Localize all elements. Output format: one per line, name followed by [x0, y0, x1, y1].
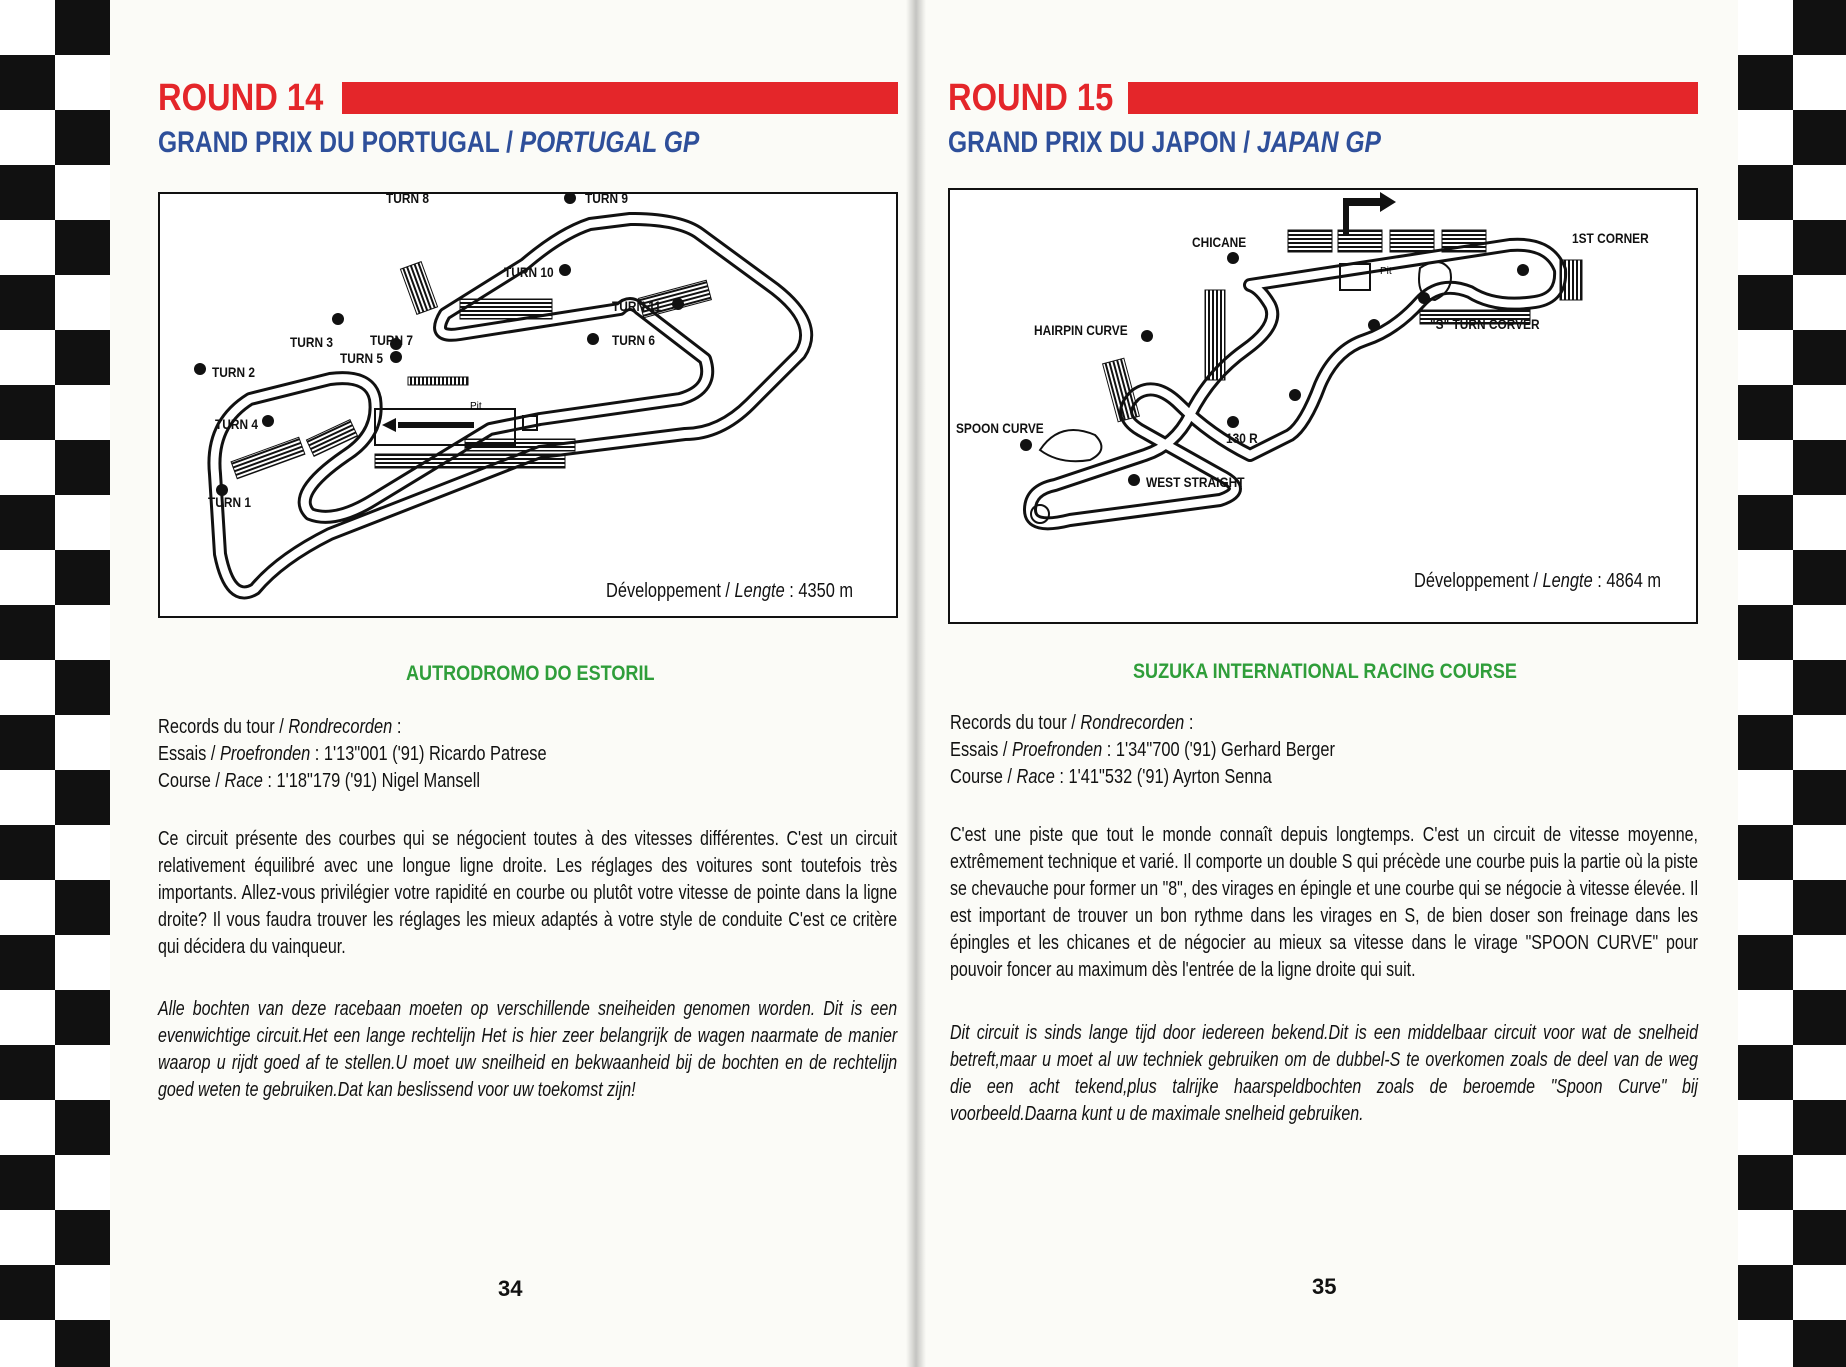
dev-nl: Lengte: [734, 580, 785, 602]
s-turn-label: "S" TURN CORVER: [1430, 316, 1540, 332]
gp-title-fr: GRAND PRIX DU PORTUGAL: [158, 126, 500, 159]
dev-fr: Développement /: [606, 580, 735, 602]
records-title-end: :: [392, 716, 402, 738]
turn-10-label: TURN 10: [504, 264, 554, 280]
essais-value: : 1'13"001 ('91) Ricardo Patrese: [310, 743, 547, 765]
records-title-nl: Rondrecorden: [288, 716, 393, 738]
records-essais: [950, 737, 1335, 764]
circuit-map-japan: [948, 188, 1698, 624]
gp-title-en: PORTUGAL GP: [519, 126, 700, 159]
gp-title-sep: /: [499, 126, 520, 159]
pit-lane-stem: [1343, 198, 1349, 234]
checkered-border-right: [1738, 0, 1846, 1367]
turn-9-label: TURN 9: [585, 192, 628, 206]
round-heading-right: [948, 76, 1140, 120]
main-grandstand: [465, 439, 575, 451]
essais-value: : 1'34"700 ('91) Gerhard Berger: [1102, 739, 1335, 761]
grandstand: [1288, 230, 1332, 252]
track-length-right: [1414, 570, 1661, 593]
pit-roof: [408, 377, 468, 385]
turn-8-label: TURN 8: [386, 192, 429, 206]
essais-fr: Essais /: [950, 739, 1012, 761]
course-fr: Course /: [158, 770, 225, 792]
page-number-right: 35: [1312, 1274, 1337, 1299]
spoon-curve-label: SPOON CURVE: [956, 420, 1044, 436]
course-fr: Course /: [950, 766, 1017, 788]
lap-records-right: [950, 710, 1335, 791]
page-number-left: 34: [498, 1276, 523, 1301]
records-title: [158, 714, 547, 741]
course-value: : 1'41"532 ('91) Ayrton Senna: [1054, 766, 1272, 788]
circuit-name-right: SUZUKA INTERNATIONAL RACING COURSE: [1133, 660, 1517, 683]
grandstand: [1205, 290, 1225, 380]
japan-track-svg: [950, 190, 1698, 624]
pit-label: Pit: [1380, 266, 1392, 277]
grandstand: [400, 262, 437, 315]
grandstand: [1442, 230, 1486, 252]
circuit-name-left: AUTRODROMO DO ESTORIL: [406, 662, 655, 685]
turn-4-label: TURN 4: [215, 416, 258, 432]
course-nl: Race: [1016, 766, 1055, 788]
description-nl-left: Alle bochten van deze racebaan moeten op verschillende sneiheiden genomen worden. Dit is een evenwichtige circuit.Het een lange rechtelijn Het is hier zeer belangrijk de wagen naarmate de manier waarop u rijdt goed af te stellen.U moet uw sneilheid en bekwaanheid bij de bochten en de rechtelijn goed weten te gebruiken.Dat kan beslissend voor uw toekomst zijn!: [158, 998, 898, 1101]
grandstand: [1560, 260, 1582, 300]
grandstand: [460, 299, 552, 319]
turn-2-label: TURN 2: [212, 364, 255, 380]
main-grandstand: [375, 454, 565, 468]
course-value: : 1'18"179 ('91) Nigel Mansell: [262, 770, 481, 792]
hairpin-curve-label: HAIRPIN CURVE: [1034, 322, 1128, 338]
turn-7-label: TURN 7: [370, 332, 413, 348]
first-corner-label: 1ST CORNER: [1572, 230, 1649, 246]
description-fr-right: C'est une piste que tout le monde connaît depuis longtemps. C'est un circuit de vitesse moyenne, extrêmement technique et varié. Il comporte un double S qui précède une courbe puis la partie où la piste se chevauche pour former un "8", des virages en épingle et une courbe qui se négocie à vitesse élevée. Il est important de trouver un bon rythme dans les virages en S, de bien doser son freinage dans les épingles et les chicanes et de négocier au mieux sa vitesse dans le virage "SPOON CURVE" pour pouvoir foncer au maximum dès l'entrée de la ligne droite qui suit.: [950, 824, 1698, 981]
records-title-end: :: [1184, 712, 1194, 734]
red-bar-left: [342, 82, 898, 114]
spoon-pond: [1040, 430, 1101, 461]
dev-nl: Lengte: [1542, 570, 1593, 592]
records-course: [950, 764, 1335, 791]
pit-arrow-head: [1380, 192, 1396, 212]
gp-title-left: [158, 126, 699, 160]
pit-lane-arrow: [1345, 198, 1381, 206]
dev-value: : 4350 m: [784, 580, 854, 602]
turn-1-label: TURN 1: [208, 494, 251, 510]
essais-nl: Proefronden: [219, 743, 311, 765]
grandstand: [231, 437, 305, 479]
turn-5-label: TURN 5: [340, 350, 383, 366]
chicane-label: CHICANE: [1192, 234, 1247, 250]
pit-arrow-head: [382, 418, 396, 432]
gp-title-right: [948, 126, 1381, 160]
round-title: ROUND 14: [158, 76, 324, 119]
turn-11-label: TURN 11: [612, 298, 661, 314]
lap-records-left: [158, 714, 547, 795]
essais-fr: Essais /: [158, 743, 220, 765]
gp-title-fr: GRAND PRIX DU JAPON: [948, 126, 1237, 159]
essais-nl: Proefronden: [1011, 739, 1103, 761]
gp-title-sep: /: [1236, 126, 1257, 159]
description-fr-left: Ce circuit présente des courbes qui se négocient toutes à des vitesses différentes. C'est un circuit relativement équilibré avec une longue ligne droite. Les réglages des voitures sont toutefois très importants. Allez-vous privilégier votre rapidité en courbe ou plutôt votre vitesse de pointe dans la ligne droite? Il vous faudra trouver les réglages les mieux adaptés à votre style de conduite C'est ce critère qui décidera du vainqueur.: [158, 828, 898, 958]
dev-value: : 4864 m: [1592, 570, 1662, 592]
round-heading-left: [158, 76, 350, 120]
records-title: [950, 710, 1335, 737]
turn-3-label: TURN 3: [290, 334, 333, 350]
records-essais: [158, 741, 547, 768]
grandstand: [1390, 230, 1434, 252]
records-title-nl: Rondrecorden: [1080, 712, 1185, 734]
course-nl: Race: [224, 770, 263, 792]
track-length-left: [606, 580, 853, 603]
gp-title-en: JAPAN GP: [1256, 126, 1381, 159]
records-title-fr: Records du tour /: [950, 712, 1081, 734]
round-title: ROUND 15: [948, 76, 1114, 119]
description-nl-right: Dit circuit is sinds lange tijd door iedereen bekend.Dit is een middelbaar circuit voor wat de snelheid betreft,maar u moet al uw techniek gebruiken om de dubbel-S te overkomen zoals de deel van de weg die een acht tekend,plus talrijke haarspeldbochten zoals de beroemde "Spoon Curve" bij voorbeeld.Daarna kunt u de maximale snelheid gebruiken.: [950, 1022, 1698, 1125]
book-spine: [906, 0, 926, 1367]
circuit-map-portugal: [158, 192, 898, 618]
west-straight-label: WEST STRAIGHT: [1146, 474, 1245, 490]
pit-label: Pit: [470, 401, 482, 412]
130r-label: 130 R: [1226, 430, 1258, 446]
dev-fr: Développement /: [1414, 570, 1543, 592]
records-title-fr: Records du tour /: [158, 716, 289, 738]
pit-lane-arrow: [398, 422, 474, 428]
records-course: [158, 768, 547, 795]
turn-6-label: TURN 6: [612, 332, 655, 348]
checkered-border-left: [0, 0, 110, 1367]
red-bar-right: [1128, 82, 1698, 114]
portugal-track-svg: [160, 194, 898, 618]
